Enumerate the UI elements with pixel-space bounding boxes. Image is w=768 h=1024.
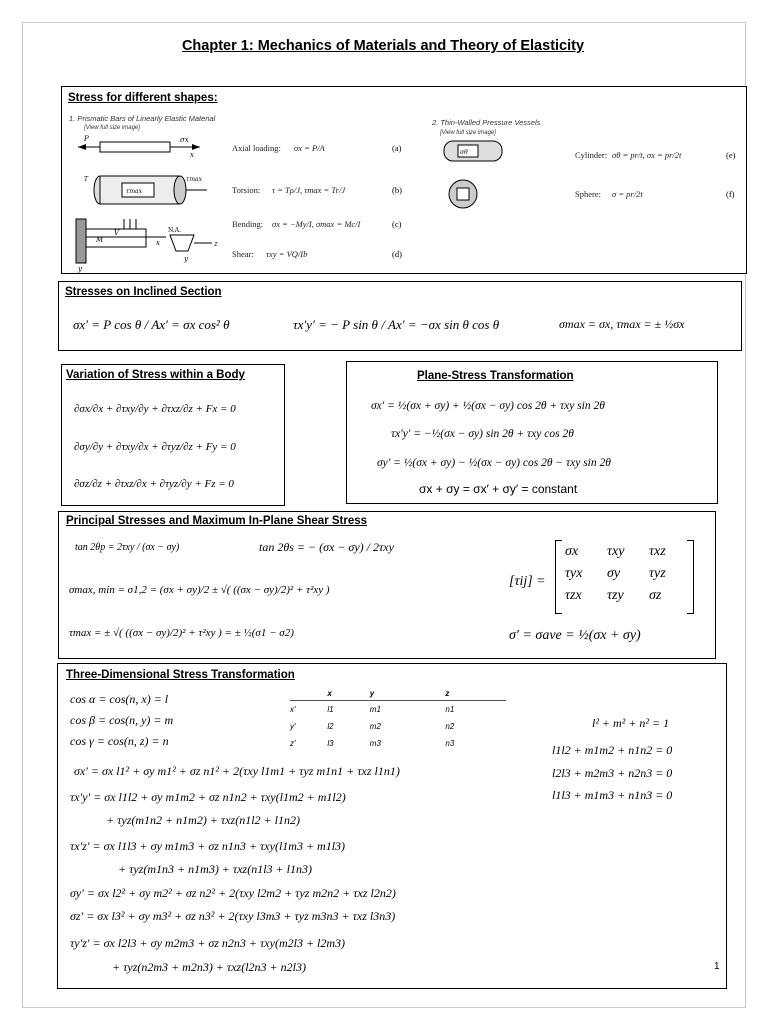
- three-d-eq-6a: τy′z′ = σx l2l3 + σy m2m3 + σz n2n3 + τxy(m2l3 + l2m3): [70, 936, 346, 950]
- bending-tag: (c): [392, 219, 402, 229]
- direction-cosine-table: [290, 686, 506, 752]
- bending-equation: σx = −My/I, σmax = Mc/I: [272, 219, 361, 229]
- matrix-cell: τzy: [607, 588, 624, 603]
- table-header-cell: z: [445, 686, 506, 701]
- shear-tag: (d): [392, 249, 402, 259]
- thin-walled-label: 2. Thin-Walled Pressure Vessels: [432, 118, 541, 127]
- torsion-tag: (b): [392, 185, 402, 195]
- shear-equation: τxy = VQ/Ib: [266, 249, 308, 259]
- principal-eq-4: τmax = ± √( ((σx − σy)/2)² + τ²xy ) = ± ½(σ1 − σ2): [69, 627, 294, 639]
- cylinder-label: Cylinder:: [575, 150, 608, 160]
- page-title: Chapter 1: Mechanics of Materials and Theory of Elasticity: [181, 38, 585, 54]
- svg-text:τmax: τmax: [126, 188, 142, 195]
- shapes-section: [61, 86, 747, 274]
- principal-eq-3: σmax, min = σ1,2 = (σx + σy)/2 ± √( ((σx − σy)/2)² + τ²xy ): [69, 584, 330, 596]
- matrix-cell: σx: [565, 544, 579, 559]
- three-d-heading: Three-Dimensional Stress Transformation: [66, 669, 295, 681]
- variation-eq-2: ∂σy/∂y + ∂τxy/∂x + ∂τyz/∂z + Fy = 0: [74, 441, 236, 453]
- inclined-heading: Stresses on Inclined Section: [65, 286, 222, 298]
- matrix-cell: τxz: [649, 544, 666, 559]
- matrix-lhs: [τij] =: [509, 574, 546, 589]
- sphere-label: Sphere:: [575, 189, 601, 199]
- variation-heading: Variation of Stress within a Body: [66, 369, 245, 381]
- cylinder-figure: [440, 138, 506, 164]
- sphere-equation: σ = pr/2t: [612, 189, 643, 199]
- matrix-bracket-right: [687, 540, 694, 614]
- principal-eq-1: tan 2θp = 2τxy / (σx − σy): [75, 542, 180, 553]
- plane-eq-2: τx′y′ = −½(σx − σy) sin 2θ + τxy cos 2θ: [391, 428, 574, 440]
- table-row: [290, 735, 506, 752]
- cos-gamma: cos γ = cos(n, z) = n: [70, 734, 169, 748]
- svg-text:x: x: [156, 239, 160, 247]
- cylinder-tag: (e): [726, 150, 736, 160]
- principal-eq-5: σ′ = σave = ½(σx + σy): [509, 628, 641, 643]
- plane-stress-heading: Plane-Stress Transformation: [417, 370, 574, 382]
- identity-2: l1l2 + m1m2 + n1n2 = 0: [552, 743, 673, 757]
- table-cell: l3: [327, 739, 334, 748]
- table-row: [290, 701, 506, 719]
- matrix-bracket-left: [555, 540, 562, 614]
- cylinder-equation: σθ = pr/t, σx = pr/2t: [612, 150, 682, 160]
- svg-text:M: M: [96, 236, 104, 244]
- plane-stress-section: [346, 361, 718, 504]
- three-d-eq-4: σy′ = σx l2² + σy m2² + σz n2² + 2(τxy l2m2 + τyz m2n2 + τxz l2n2): [70, 886, 396, 900]
- table-cell: m2: [369, 722, 381, 731]
- inclined-eq-2: τx′y′ = − P sin θ / Ax′ = −σx sin θ cos θ: [293, 317, 500, 332]
- table-cell: m1: [369, 705, 381, 714]
- identity-4: l1l3 + m1m3 + n1n3 = 0: [552, 788, 673, 802]
- cos-alpha: cos α = cos(n, x) = l: [70, 692, 169, 706]
- svg-text:z: z: [214, 240, 218, 248]
- svg-text:y: y: [184, 255, 188, 263]
- torsion-equation: τ = Tρ/J, τmax = Tr/J: [272, 185, 346, 195]
- bending-label: Bending:: [232, 219, 264, 229]
- matrix-cell: τzx: [565, 588, 582, 603]
- axial-equation: σx = P/A: [294, 143, 325, 153]
- variation-eq-3: ∂σz/∂z + ∂τxz/∂x + ∂τyz/∂y + Fz = 0: [74, 478, 234, 490]
- bending-beam-figure: [74, 215, 224, 273]
- table-header-cell: x: [327, 686, 369, 701]
- matrix-cell: τyz: [649, 566, 666, 581]
- svg-text:T: T: [84, 176, 89, 183]
- torsion-label: Torsion:: [232, 185, 261, 195]
- principal-heading: Principal Stresses and Maximum In-Plane Shear Stress: [66, 515, 368, 527]
- three-d-eq-5: σz′ = σx l3² + σy m3² + σz n3² + 2(τxy l3m3 + τyz m3n3 + τxz l3n3): [70, 909, 396, 923]
- svg-text:σθ: σθ: [460, 149, 468, 156]
- variation-eq-1: ∂σx/∂x + ∂τxy/∂y + ∂τxz/∂z + Fx = 0: [74, 403, 236, 415]
- matrix-cell: σz: [649, 588, 662, 603]
- table-cell: n3: [445, 739, 455, 748]
- table-cell: z′: [290, 739, 296, 748]
- prismatic-label: 1. Prismatic Bars of Linearly Elastic Material: [69, 114, 216, 123]
- view-full-link-2[interactable]: [View full size image]: [440, 130, 496, 136]
- svg-text:y: y: [78, 265, 82, 273]
- three-d-eq-3b: + τyz(m1n3 + n1m3) + τxz(n1l3 + l1n3): [118, 862, 312, 876]
- svg-text:x: x: [190, 151, 194, 159]
- inclined-section: [58, 281, 742, 351]
- principal-section: [58, 511, 716, 659]
- table-cell: n2: [445, 722, 455, 731]
- table-header-cell: [290, 686, 327, 701]
- table-cell: l1: [327, 705, 334, 714]
- axial-label: Axial loading:: [232, 143, 281, 153]
- svg-text:V: V: [114, 229, 120, 237]
- svg-text:P: P: [84, 135, 89, 143]
- table-cell: l2: [327, 722, 334, 731]
- svg-text:N.A.: N.A.: [168, 227, 182, 234]
- matrix-cell: τyx: [565, 566, 583, 581]
- table-header-cell: y: [370, 686, 446, 701]
- table-row: [290, 718, 506, 735]
- plane-eq-3: σy′ = ½(σx + σy) − ½(σx − σy) cos 2θ − τxy sin 2θ: [377, 457, 611, 469]
- page-number: 1: [714, 961, 720, 972]
- plane-eq-1: σx′ = ½(σx + σy) + ½(σx − σy) cos 2θ + τxy sin 2θ: [371, 400, 605, 412]
- cos-beta: cos β = cos(n, y) = m: [70, 713, 174, 727]
- torsion-shaft-figure: [82, 173, 212, 207]
- inclined-eq-3: σmax = σx, τmax = ± ½σx: [559, 317, 685, 331]
- principal-eq-2: tan 2θs = − (σx − σy) / 2τxy: [259, 540, 394, 554]
- three-d-eq-1: σx′ = σx l1² + σy m1² + σz n1² + 2(τxy l1m1 + τyz m1n1 + τxz l1n1): [74, 764, 400, 778]
- table-cell: m3: [369, 739, 381, 748]
- sphere-figure: [445, 178, 485, 210]
- axial-bar-figure: [70, 133, 210, 161]
- plane-eq-4: σx + σy = σx′ + σy′ = constant: [419, 482, 578, 496]
- three-d-eq-6b: + τyz(n2m3 + m2n3) + τxz(l2n3 + n2l3): [112, 960, 306, 974]
- table-cell: y′: [290, 722, 296, 731]
- identity-3: l2l3 + m2m3 + n2n3 = 0: [552, 766, 673, 780]
- sphere-tag: (f): [726, 189, 735, 199]
- view-full-link-1[interactable]: [View full size image]: [84, 125, 140, 131]
- three-d-section: [57, 663, 727, 989]
- axial-tag: (a): [392, 143, 402, 153]
- matrix-cell: τxy: [607, 544, 625, 559]
- shapes-heading: Stress for different shapes:: [68, 92, 218, 104]
- table-cell: x′: [290, 705, 296, 714]
- three-d-eq-2a: τx′y′ = σx l1l2 + σy m1m2 + σz n1n2 + τxy(l1m2 + m1l2): [70, 790, 346, 804]
- inclined-eq-1: σx′ = P cos θ / Ax′ = σx cos² θ: [73, 317, 230, 332]
- three-d-eq-2b: + τyz(m1n2 + n1m2) + τxz(n1l2 + l1n2): [106, 813, 300, 827]
- shear-label: Shear:: [232, 249, 254, 259]
- table-cell: n1: [445, 705, 455, 714]
- matrix-cell: σy: [607, 566, 621, 581]
- svg-text:σx: σx: [180, 136, 189, 144]
- three-d-eq-3a: τx′z′ = σx l1l3 + σy m1m3 + σz n1n3 + τxy(l1m3 + m1l3): [70, 839, 346, 853]
- variation-section: [61, 364, 285, 506]
- identity-1: l² + m² + n² = 1: [592, 716, 670, 730]
- svg-text:τmax: τmax: [186, 176, 202, 183]
